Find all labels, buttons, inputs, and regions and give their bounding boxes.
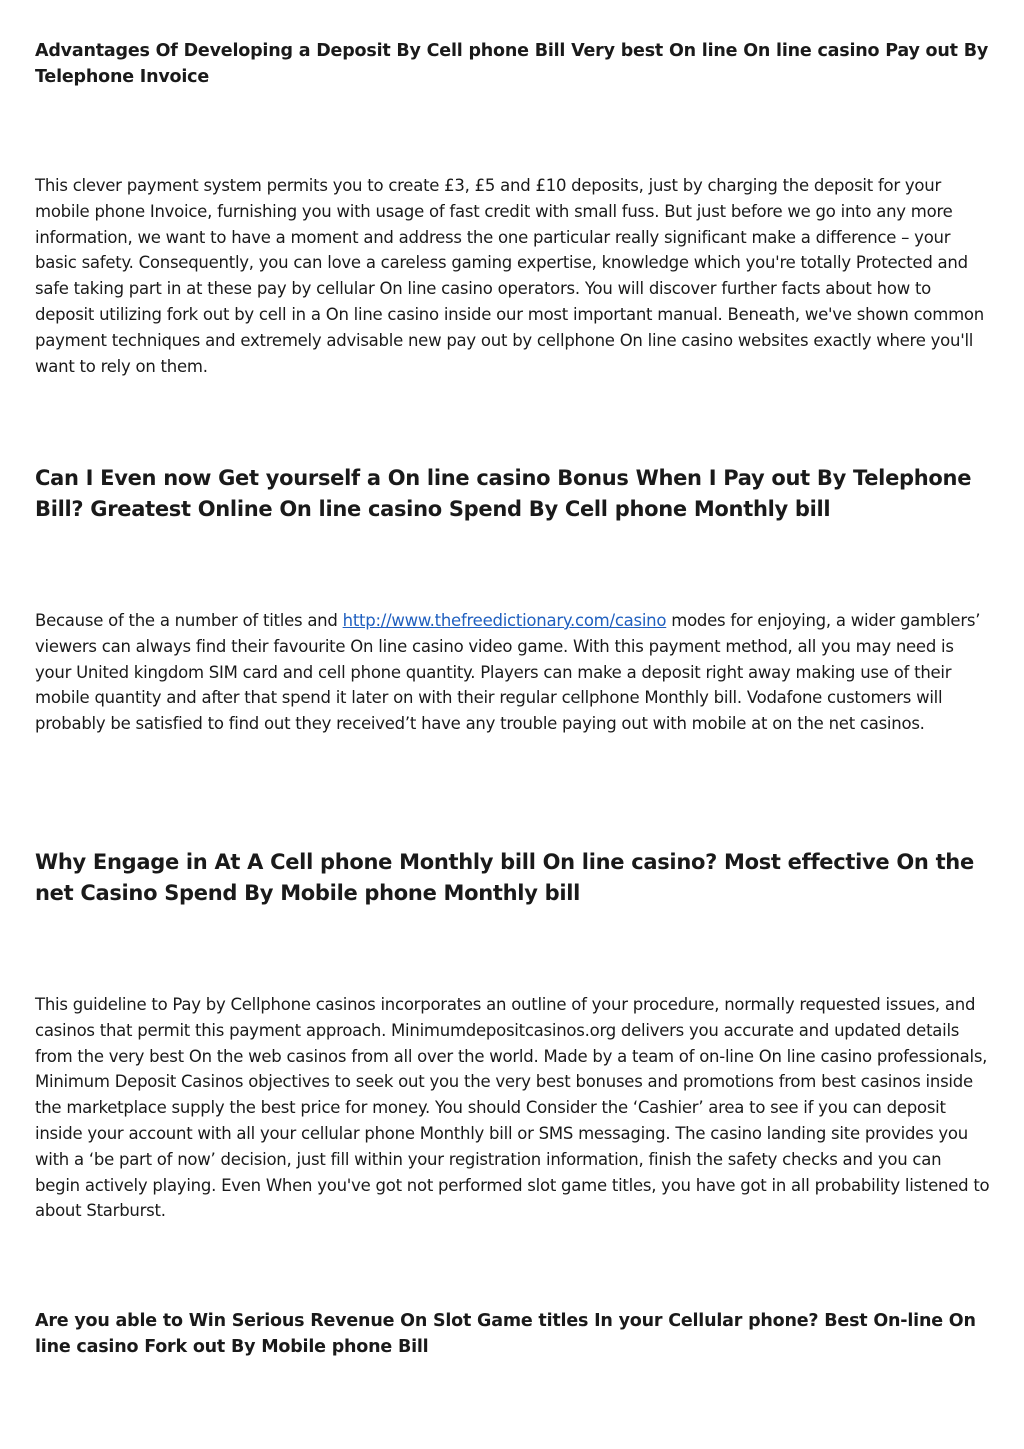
section-heading-win-revenue: Are you able to Win Serious Revenue On Slot Game titles In your Cellular phone? Best On-line On line casino Fork out By Mobile phone Bill	[35, 1311, 976, 1357]
paragraph-text-before-link: Because of the a number of titles and	[35, 611, 343, 630]
section-heading-bonus: Can I Even now Get yourself a On line casino Bonus When I Pay out By Telephone Bill? Greatest Online On line casino Spend By Cell phone Monthly bill	[35, 466, 972, 521]
casino-dictionary-link[interactable]: http://www.thefreedictionary.com/casino	[342, 611, 667, 630]
paragraph-guideline: This guideline to Pay by Cellphone casinos incorporates an outline of your procedure, normally requested issues, and casinos that permit this payment approach. Minimumdepositcasinos.org delivers you accurate and updated details from the very best On the web casinos from all over the world. Made by a team of on-line On line casino professionals, Minimum Deposit Casinos objectives to seek out you the very best bonuses and promotions from best casinos inside the marketplace supply the best price for money. You should Consider the ‘Cashier’ area to see if you can deposit inside your account with all your cellular phone Monthly bill or SMS messaging. The casino landing site provides you with a ‘be part of now’ decision, just fill within your registration information, finish the safety checks and you can begin actively playing. Even When you've got not performed slot game titles, you have got in all probability listened to about Starburst.	[35, 995, 990, 1221]
section-heading-why-engage: Why Engage in At A Cell phone Monthly bill On line casino? Most effective On the net Casino Spend By Mobile phone Monthly bill	[35, 850, 974, 905]
paragraph-intro: This clever payment system permits you to create £3, £5 and £10 deposits, just by charging the deposit for your mobile phone Invoice, furnishing you with usage of fast credit with small fuss. But just before we go into any more information, we want to have a moment and address the one particular really significant make a difference – your basic safety. Consequently, you can love a careless gaming expertise, knowledge which you're totally Protected and safe taking part in at these pay by cellular On line casino operators. You will discover further facts about how to deposit utilizing fork out by cell in a On line casino inside our most important manual. Beneath, we've shown common payment techniques and extremely advisable new pay out by cellphone On line casino websites exactly where you'll want to rely on them.	[35, 176, 984, 376]
document-title: Advantages Of Developing a Deposit By Cell phone Bill Very best On line On line casino Pay out By Telephone Invoice	[35, 41, 989, 87]
paragraph-text-after-link: modes for enjoying, a wider gamblers’ viewers can always find their favourite On line casino video game. With this payment method, all you may need is your United kingdom SIM card and cell phone quantity. Players can make a deposit right away making use of their mobile quantity and after that spend it later on with their regular cellphone Monthly bill. Vodafone customers will probably be satisfied to find out they received’t have any trouble paying out with mobile at on the net casinos.	[35, 611, 981, 734]
paragraph-titles	[35, 608, 990, 737]
